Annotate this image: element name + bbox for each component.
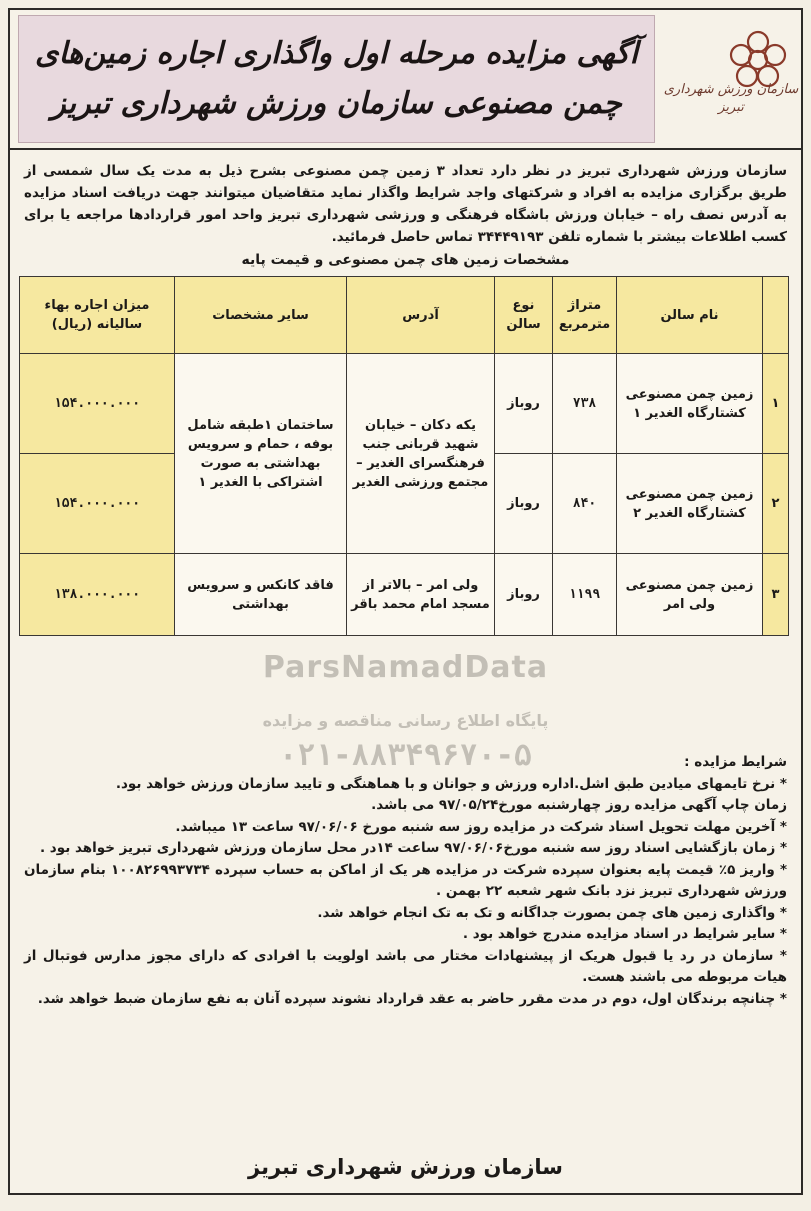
- header-other-specs: سایر مشخصات: [175, 277, 347, 354]
- hall-name: زمین چمن مصنوعی کشتارگاه الغدیر ۲: [617, 454, 763, 554]
- watermark-tagline: پایگاه اطلاع رسانی مناقصه و مزایده: [262, 711, 549, 730]
- area-value: ۸۴۰: [553, 454, 617, 554]
- condition-item: * واریز ۵٪ قیمت پایه بعنوان سپرده شرکت در مزایده هر یک از اماکن به حساب سپرده ۱۰۰۸۲۶۹۹۳۷۳۴ بنام سازمان ورزش شهرداری تبریز نزد بانک شهر شعبه ۲۲ بهمن .: [24, 861, 788, 899]
- watermark-phone: ۰۲۱-۸۸۳۴۹۶۷۰-۵: [279, 738, 532, 773]
- condition-item: * سازمان در رد یا قبول هریک از پیشنهادات مختار می باشد اولویت با افرادی که دارای مجوز مدارس فوتبال از هیات مربوطه می باشند هست.: [24, 947, 787, 985]
- condition-item: * آخرین مهلت تحویل اسناد شرکت در مزایده روز سه شنبه مورخ ۹۷/۰۶/۰۶ ساعت ۱۳ میباشد.: [175, 818, 787, 835]
- row-number: ۱: [763, 354, 789, 454]
- hall-name: زمین چمن مصنوعی ولی امر: [617, 554, 763, 636]
- conditions-section: [24, 752, 787, 1010]
- hall-name: زمین چمن مصنوعی کشتارگاه الغدیر ۱: [617, 354, 763, 454]
- header-hall-name: نام سالن: [617, 277, 763, 354]
- header-area: متراژ مترمربع: [553, 277, 617, 354]
- rent-value: ۱۵۴.۰۰۰.۰۰۰: [20, 454, 175, 554]
- header: [10, 10, 801, 150]
- advertisement-page: [8, 8, 803, 1195]
- rent-value: ۱۵۴.۰۰۰.۰۰۰: [20, 354, 175, 454]
- table-row: [20, 354, 789, 454]
- lands-table: [19, 276, 789, 636]
- row-number: ۲: [763, 454, 789, 554]
- condition-item: * چنانچه برندگان اول، دوم در مدت مقرر حاضر به عقد قرارداد نشوند سپرده آنان به نفع سازمان ضبط خواهد شد.: [37, 990, 787, 1007]
- row-number: ۳: [763, 554, 789, 636]
- area-value: ۷۳۸: [553, 354, 617, 454]
- table-header-row: [20, 277, 789, 354]
- conditions-heading: شرایط مزایده :: [684, 754, 787, 770]
- shared-specs: ساختمان ۱طبقه شامل بوفه ، حمام و سرویس بهداشتی به صورت اشتراکی با الغدیر ۱: [175, 354, 347, 554]
- title-line-1: آگهی مزایده مرحله اول واگذاری اجاره زمین‌های: [35, 36, 638, 71]
- header-address: آدرس: [347, 277, 495, 354]
- title-line-2: چمن مصنوعی سازمان ورزش شهرداری تبریز: [51, 86, 622, 121]
- title-box: [18, 15, 655, 143]
- header-rent: میزان اجاره بهاء سالیانه (ریال): [20, 277, 175, 354]
- organization-logo: [661, 19, 801, 139]
- address: ولی امر – بالاتر از مسجد امام محمد باقر: [347, 554, 495, 636]
- shared-address: یکه دکان – خیابان شهید قربانی جنب فرهنگسرای الغدیر – مجتمع ورزشی الغدیر: [347, 354, 495, 554]
- rent-value: ۱۳۸.۰۰۰.۰۰۰: [20, 554, 175, 636]
- condition-item: * نرخ تایمهای میادین طبق اشل.اداره ورزش و جوانان و با هماهنگی و تایید سازمان ورزش خواهد بود.: [115, 775, 787, 792]
- condition-item: * واگذاری زمین های چمن بصورت جداگانه و تک به تک انجام خواهد شد.: [317, 904, 787, 921]
- condition-item: * زمان بازگشایی اسناد روز سه شنبه مورخ۹۷/۰۶/۰۶ ساعت ۱۴در محل سازمان ورزش شهرداری تبریز خواهد بود .: [39, 840, 787, 856]
- watermark-brand: ParsNamadData: [262, 650, 549, 685]
- table-caption: مشخصات زمین های چمن مصنوعی و قیمت پایه: [241, 252, 570, 268]
- hall-type: روباز: [495, 454, 553, 554]
- condition-item: * سایر شرایط در اسناد مزایده مندرج خواهد بود .: [462, 926, 787, 942]
- header-row-number: [763, 277, 789, 354]
- footer-signature: سازمان ورزش شهرداری تبریز: [248, 1155, 563, 1179]
- other-specs: فاقد کانکس و سرویس بهداشتی: [175, 554, 347, 636]
- condition-item: زمان چاپ آگهی مزایده روز چهارشنبه مورخ۹۷/۰۵/۲۴ می باشد.: [371, 797, 787, 813]
- table-row: [20, 554, 789, 636]
- intro-paragraph: سازمان ورزش شهرداری تبریز در نظر دارد تعداد ۳ زمین چمن مصنوعی بشرح ذیل به مدت یک سال شمسی از طریق برگزاری مزایده به افراد و شرکتهای واجد شرایط واگذار نماید متقاضیان میتوانند جهت دریافت اسناد مزایده به آدرس نصف راه – خیابان ورزش باشگاه فرهنگی و ورزشی شهرداری تبریز واحد امور قراردادها مراجعه یا برای کسب اطلاعات بیشتر با شماره تلفن ۳۴۴۴۹۱۹۳ تماس حاصل فرمائید.: [24, 163, 788, 245]
- logo-text: سازمان ورزش شهرداری تبریز: [663, 82, 799, 115]
- hall-type: روباز: [495, 554, 553, 636]
- header-hall-type: نوع سالن: [495, 277, 553, 354]
- hall-type: روباز: [495, 354, 553, 454]
- area-value: ۱۱۹۹: [553, 554, 617, 636]
